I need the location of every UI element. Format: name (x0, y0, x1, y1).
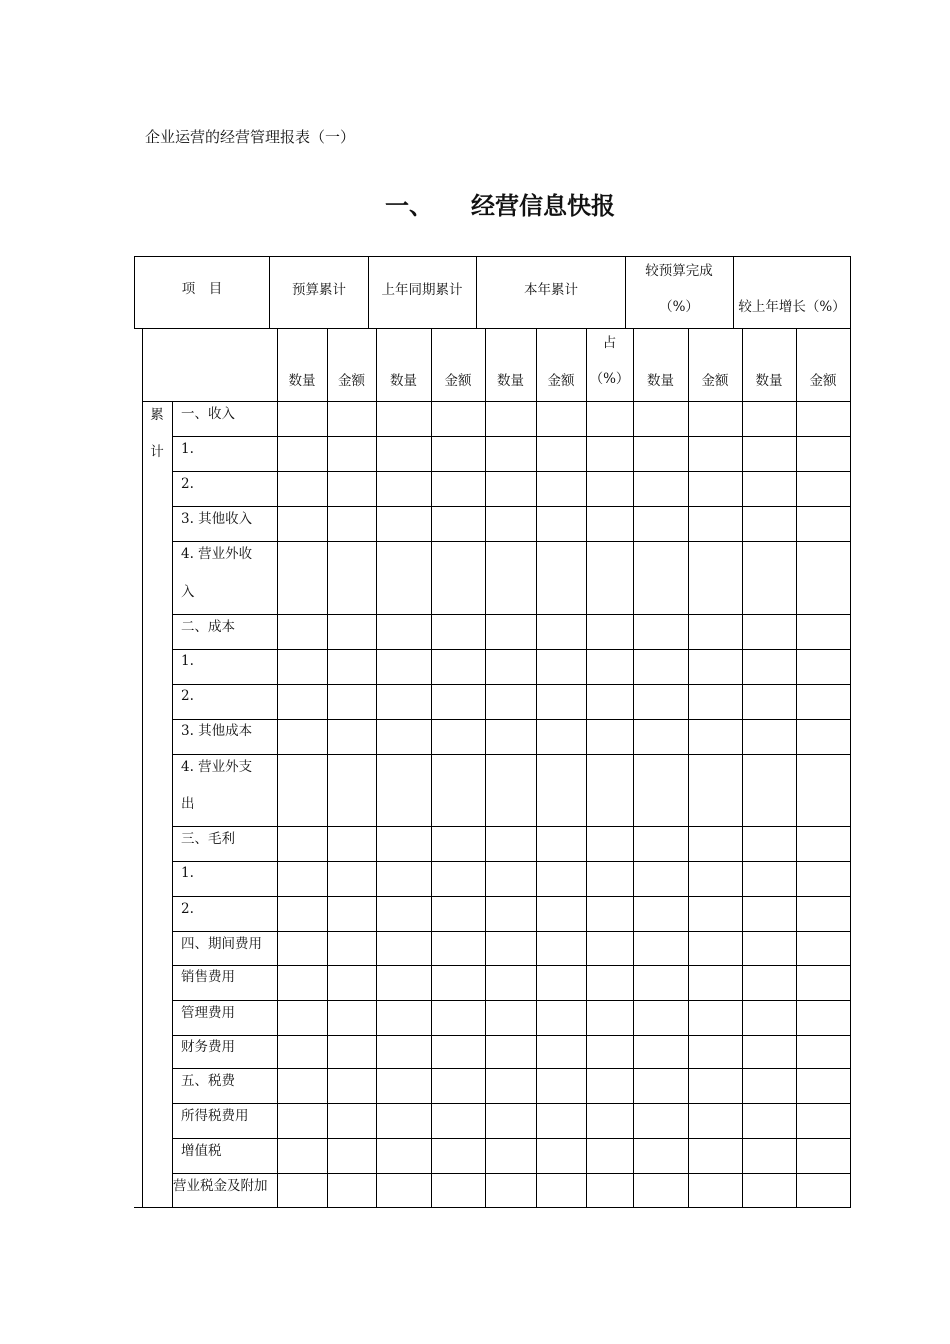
section-title: 经营信息快报 (471, 192, 615, 220)
header-amount: 金额 (547, 373, 575, 389)
grid-line (431, 328, 432, 1208)
header-vs-last-year: 较上年增长（%） (738, 299, 846, 315)
grid-line (586, 328, 587, 1208)
grid-line (172, 541, 851, 542)
grid-line (172, 754, 851, 755)
section-number: 一、 (385, 192, 433, 220)
grid-line (172, 1103, 851, 1104)
header-this-year: 本年累计 (524, 282, 578, 298)
row-label: 营业税金及附加 (173, 1178, 268, 1194)
header-qty: 数量 (390, 373, 417, 389)
row-label: 3. 其他收入 (181, 511, 253, 527)
grid-line (172, 719, 851, 720)
row-label: 五、税费 (181, 1073, 235, 1089)
row-label: 增值税 (181, 1143, 222, 1159)
grid-line (376, 328, 377, 1208)
header-qty: 数量 (497, 373, 524, 389)
grid-line (172, 931, 851, 932)
row-label: 一、收入 (181, 406, 235, 422)
grid-line (277, 328, 278, 1208)
grid-line (172, 1068, 851, 1069)
header-budget: 预算累计 (292, 282, 346, 298)
header-amount: 金额 (338, 373, 365, 389)
grid-line (536, 328, 537, 1208)
row-label: 入 (181, 584, 195, 600)
grid-line (327, 328, 328, 1208)
header-vs-budget: 较预算完成 (645, 263, 713, 279)
grid-line (172, 1138, 851, 1139)
row-label: 销售费用 (181, 969, 235, 985)
document-title: 企业运营的经营管理报表（一） (145, 128, 356, 146)
grid-line (172, 1173, 851, 1174)
row-label: 1. (181, 441, 194, 457)
header-qty: 数量 (647, 373, 674, 389)
grid-line (172, 861, 851, 862)
side-label: 累 (150, 407, 164, 423)
header-qty: 数量 (288, 373, 316, 389)
row-label: 二、成本 (181, 619, 235, 635)
row-label: 2. (181, 688, 194, 704)
header-share: 占 (602, 335, 617, 351)
grid-line (172, 649, 851, 650)
grid-line (172, 826, 851, 827)
row-label: 三、毛利 (181, 831, 235, 847)
grid-line (172, 614, 851, 615)
header-amount: 金额 (809, 373, 837, 389)
row-label: 出 (181, 796, 195, 812)
header-vs-budget-unit: （%） (659, 299, 699, 315)
header-amount: 金额 (701, 373, 729, 389)
grid-line (172, 896, 851, 897)
row-label: 1. (181, 865, 194, 881)
row-label: 所得税费用 (181, 1108, 249, 1124)
grid-line (172, 506, 851, 507)
header-amount: 金额 (444, 373, 472, 389)
grid-line (172, 684, 851, 685)
header-last-year: 上年同期累计 (381, 282, 463, 298)
grid-line (172, 401, 851, 402)
grid-line (172, 1035, 851, 1036)
row-label: 财务费用 (181, 1039, 235, 1055)
side-label: 计 (150, 444, 164, 460)
grid-line (172, 1000, 851, 1001)
header-share-unit: （%） (589, 371, 630, 387)
row-label: 2. (181, 476, 194, 492)
header-qty: 数量 (755, 373, 783, 389)
grid-line (172, 965, 851, 966)
grid-line (485, 328, 486, 1208)
grid-line (633, 328, 634, 1208)
row-label: 2. (181, 901, 194, 917)
grid-line (172, 436, 851, 437)
row-label: 四、期间费用 (181, 936, 262, 952)
row-label: 3. 其他成本 (181, 723, 253, 739)
row-label: 4. 营业外支 (181, 759, 253, 775)
grid-line (688, 328, 689, 1208)
row-label: 4. 营业外收 (181, 546, 253, 562)
header-item: 项 目 (181, 281, 223, 297)
grid-line (796, 328, 797, 1208)
grid-line (742, 328, 743, 1208)
row-label: 管理费用 (181, 1005, 235, 1021)
grid-line (172, 471, 851, 472)
grid-line (172, 1207, 851, 1208)
row-label: 1. (181, 653, 194, 669)
